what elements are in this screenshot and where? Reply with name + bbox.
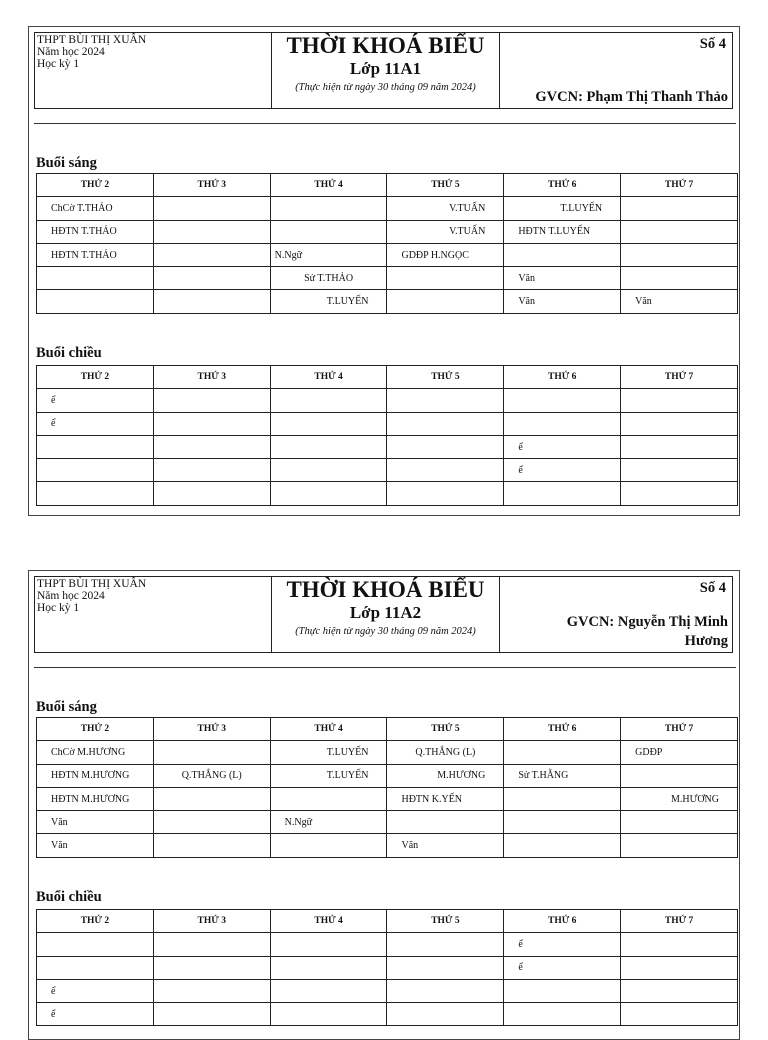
lesson-cell	[504, 243, 621, 266]
lesson-cell: Sử T.HẰNG	[504, 764, 621, 787]
semester: Học kỳ 1	[37, 58, 80, 70]
teacher-block	[500, 577, 733, 653]
lesson-cell	[37, 482, 154, 505]
lesson-cell	[153, 811, 270, 834]
day-header: THỨ 5	[387, 910, 504, 933]
lesson-cell: ể	[504, 933, 621, 956]
title-block	[272, 577, 500, 653]
lesson-cell: Văn	[504, 290, 621, 313]
lesson-cell	[37, 956, 154, 979]
lesson-cell	[621, 267, 738, 290]
homeroom-teacher: GVCN: Nguyễn Thị Minh Hương	[566, 614, 728, 649]
table-row	[37, 435, 738, 458]
lesson-cell: V.TUẤN	[387, 197, 504, 220]
lesson-cell	[270, 220, 387, 243]
day-header: THỨ 6	[504, 174, 621, 197]
lesson-cell	[621, 412, 738, 435]
lesson-cell	[153, 482, 270, 505]
day-header: THỨ 5	[387, 174, 504, 197]
lesson-cell	[270, 435, 387, 458]
lesson-cell	[153, 267, 270, 290]
lesson-cell	[621, 933, 738, 956]
day-header: THỨ 3	[153, 910, 270, 933]
lesson-cell: N.Ngữ	[270, 811, 387, 834]
lesson-cell: Văn	[504, 267, 621, 290]
lesson-cell: Sử T.THẢO	[270, 267, 387, 290]
lesson-cell	[153, 197, 270, 220]
lesson-cell	[387, 482, 504, 505]
timetable-number: Số 4	[699, 580, 726, 596]
school-info	[35, 33, 272, 109]
lesson-cell	[387, 811, 504, 834]
lesson-cell: ể	[504, 956, 621, 979]
lesson-cell	[270, 834, 387, 857]
lesson-cell: HĐTN K.YẾN	[387, 787, 504, 810]
school-year: Năm học 2024	[37, 46, 105, 58]
lesson-cell: T.LUYẾN	[270, 290, 387, 313]
lesson-cell	[270, 1003, 387, 1026]
sheet-header	[34, 32, 732, 109]
afternoon-label: Buổi chiều	[36, 889, 102, 905]
lesson-cell: ể	[504, 435, 621, 458]
effective-period: (Thực hiện từ ngày 30 tháng 09 năm 2024)	[295, 626, 476, 637]
lesson-cell	[37, 267, 154, 290]
lesson-cell	[504, 979, 621, 1002]
day-header: THỨ 4	[270, 910, 387, 933]
lesson-cell	[387, 933, 504, 956]
school-name: THPT BÙI THỊ XUÂN	[37, 34, 147, 46]
lesson-cell	[153, 243, 270, 266]
lesson-cell	[270, 197, 387, 220]
lesson-cell	[621, 435, 738, 458]
day-header-row	[37, 910, 738, 933]
day-header: THỨ 3	[153, 718, 270, 741]
afternoon-table	[36, 909, 738, 1026]
lesson-cell: GDĐP H.NGỌC	[387, 243, 504, 266]
day-header: THỨ 7	[621, 910, 738, 933]
teacher-block	[500, 33, 733, 109]
lesson-cell: ể	[37, 1003, 154, 1026]
lesson-cell: HĐTN T.THẢO	[37, 220, 154, 243]
table-row	[37, 979, 738, 1002]
lesson-cell: GDĐP	[621, 741, 738, 764]
lesson-cell	[387, 290, 504, 313]
timetable-number: Số 4	[699, 36, 726, 52]
lesson-cell	[153, 412, 270, 435]
lesson-cell	[153, 1003, 270, 1026]
lesson-cell	[37, 290, 154, 313]
day-header: THỨ 2	[37, 718, 154, 741]
lesson-cell	[153, 389, 270, 412]
lesson-cell	[153, 787, 270, 810]
lesson-cell	[153, 290, 270, 313]
lesson-cell: HĐTN T.LUYẾN	[504, 220, 621, 243]
lesson-cell: Q.THẮNG (L)	[153, 764, 270, 787]
table-row	[37, 267, 738, 290]
day-header: THỨ 6	[504, 910, 621, 933]
day-header: THỨ 3	[153, 174, 270, 197]
lesson-cell	[621, 459, 738, 482]
table-row	[37, 389, 738, 412]
lesson-cell	[387, 956, 504, 979]
lesson-cell	[387, 389, 504, 412]
lesson-cell	[621, 956, 738, 979]
lesson-cell	[270, 979, 387, 1002]
lesson-cell	[504, 1003, 621, 1026]
lesson-cell: Văn	[621, 290, 738, 313]
lesson-cell	[387, 459, 504, 482]
day-header: THỨ 4	[270, 718, 387, 741]
lesson-cell	[621, 979, 738, 1002]
lesson-cell	[504, 787, 621, 810]
timetable-title: THỜI KHOÁ BIỂU	[286, 33, 485, 58]
lesson-cell	[153, 834, 270, 857]
table-row	[37, 787, 738, 810]
sheet-header	[34, 576, 732, 653]
lesson-cell	[153, 933, 270, 956]
school-info	[35, 577, 272, 653]
lesson-cell	[270, 412, 387, 435]
lesson-cell	[387, 435, 504, 458]
lesson-cell: T.LUYẾN	[504, 197, 621, 220]
lesson-cell	[621, 482, 738, 505]
lesson-cell	[504, 741, 621, 764]
lesson-cell	[621, 389, 738, 412]
afternoon-label: Buổi chiều	[36, 345, 102, 361]
school-name: THPT BÙI THỊ XUÂN	[37, 578, 147, 590]
lesson-cell	[621, 1003, 738, 1026]
morning-label: Buổi sáng	[36, 699, 97, 715]
table-row	[37, 459, 738, 482]
lesson-cell: M.HƯƠNG	[621, 787, 738, 810]
day-header: THỨ 6	[504, 718, 621, 741]
title-block	[272, 33, 500, 109]
table-row	[37, 412, 738, 435]
day-header: THỨ 2	[37, 174, 154, 197]
lesson-cell	[387, 1003, 504, 1026]
lesson-cell	[270, 933, 387, 956]
lesson-cell	[504, 482, 621, 505]
homeroom-teacher: GVCN: Phạm Thị Thanh Thảo	[535, 89, 728, 105]
effective-period: (Thực hiện từ ngày 30 tháng 09 năm 2024)	[295, 82, 476, 93]
morning-table	[36, 717, 738, 858]
day-header: THỨ 2	[37, 366, 154, 389]
lesson-cell	[387, 267, 504, 290]
lesson-cell: HĐTN T.THẢO	[37, 243, 154, 266]
day-header: THỨ 5	[387, 718, 504, 741]
lesson-cell	[621, 834, 738, 857]
lesson-cell	[153, 459, 270, 482]
lesson-cell	[270, 787, 387, 810]
lesson-cell	[387, 412, 504, 435]
day-header: THỨ 4	[270, 174, 387, 197]
lesson-cell	[621, 243, 738, 266]
lesson-cell: HĐTN M.HƯƠNG	[37, 787, 154, 810]
table-row	[37, 197, 738, 220]
day-header-row	[37, 174, 738, 197]
lesson-cell: V.TUẤN	[387, 220, 504, 243]
lesson-cell	[387, 979, 504, 1002]
lesson-cell	[37, 933, 154, 956]
lesson-cell: ể	[37, 412, 154, 435]
lesson-cell	[621, 197, 738, 220]
lesson-cell	[153, 220, 270, 243]
lesson-cell: Văn	[387, 834, 504, 857]
timetable-sheet-11a2	[28, 570, 740, 1040]
table-row	[37, 220, 738, 243]
lesson-cell	[153, 741, 270, 764]
table-row	[37, 290, 738, 313]
lesson-cell	[153, 956, 270, 979]
table-row	[37, 811, 738, 834]
day-header-row	[37, 366, 738, 389]
class-name: Lớp 11A2	[349, 603, 422, 622]
lesson-cell: Q.THẮNG (L)	[387, 741, 504, 764]
lesson-cell	[504, 811, 621, 834]
lesson-cell	[504, 834, 621, 857]
lesson-cell	[153, 979, 270, 1002]
lesson-cell	[504, 389, 621, 412]
lesson-cell: T.LUYẾN	[270, 741, 387, 764]
table-row	[37, 243, 738, 266]
class-name: Lớp 11A1	[349, 59, 422, 78]
table-row	[37, 956, 738, 979]
lesson-cell	[270, 389, 387, 412]
morning-table	[36, 173, 738, 314]
lesson-cell: T.LUYẾN	[270, 764, 387, 787]
divider	[34, 123, 736, 124]
semester: Học kỳ 1	[37, 602, 80, 614]
lesson-cell	[621, 811, 738, 834]
lesson-cell: ể	[504, 459, 621, 482]
day-header: THỨ 5	[387, 366, 504, 389]
day-header: THỨ 7	[621, 174, 738, 197]
table-row	[37, 933, 738, 956]
table-row	[37, 834, 738, 857]
lesson-cell	[504, 412, 621, 435]
lesson-cell: ể	[37, 979, 154, 1002]
table-row	[37, 482, 738, 505]
lesson-cell: N.Ngữ	[270, 243, 387, 266]
day-header: THỨ 7	[621, 366, 738, 389]
school-year: Năm học 2024	[37, 590, 105, 602]
day-header: THỨ 4	[270, 366, 387, 389]
morning-label: Buổi sáng	[36, 155, 97, 171]
table-row	[37, 1003, 738, 1026]
lesson-cell	[270, 956, 387, 979]
day-header: THỨ 6	[504, 366, 621, 389]
table-row	[37, 764, 738, 787]
lesson-cell: M.HƯƠNG	[387, 764, 504, 787]
lesson-cell	[37, 459, 154, 482]
lesson-cell: ể	[37, 389, 154, 412]
divider	[34, 667, 736, 668]
lesson-cell	[270, 482, 387, 505]
lesson-cell	[621, 220, 738, 243]
lesson-cell	[153, 435, 270, 458]
lesson-cell	[37, 435, 154, 458]
day-header-row	[37, 718, 738, 741]
table-row	[37, 741, 738, 764]
lesson-cell: Văn	[37, 811, 154, 834]
lesson-cell: HĐTN M.HƯƠNG	[37, 764, 154, 787]
lesson-cell	[270, 459, 387, 482]
day-header: THỨ 2	[37, 910, 154, 933]
lesson-cell: Văn	[37, 834, 154, 857]
lesson-cell: ChCờ T.THẢO	[37, 197, 154, 220]
lesson-cell: ChCờ M.HƯƠNG	[37, 741, 154, 764]
timetable-title: THỜI KHOÁ BIỂU	[286, 577, 485, 602]
timetable-sheet-11a1	[28, 26, 740, 516]
afternoon-table	[36, 365, 738, 506]
lesson-cell	[621, 764, 738, 787]
day-header: THỨ 7	[621, 718, 738, 741]
day-header: THỨ 3	[153, 366, 270, 389]
